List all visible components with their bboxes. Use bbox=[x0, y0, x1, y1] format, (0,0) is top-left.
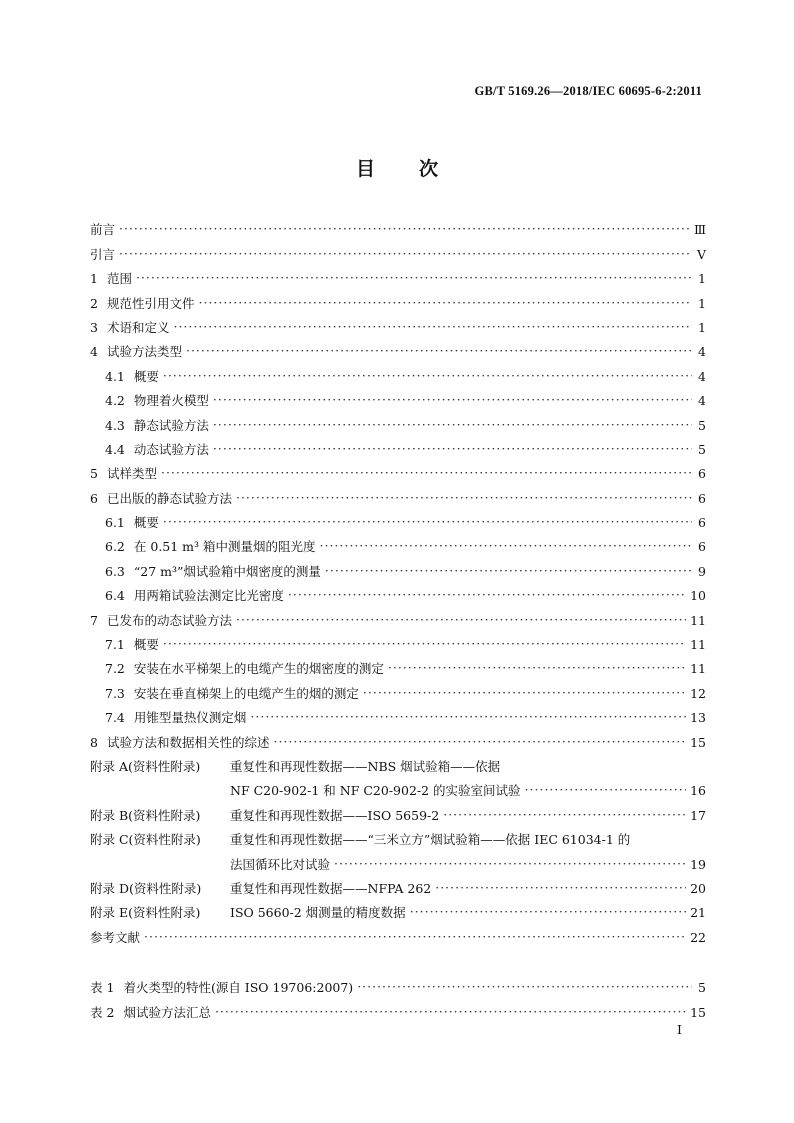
table-entry-number: 表 1 bbox=[90, 980, 115, 996]
title-char-1: 目 bbox=[355, 158, 375, 180]
toc-entry-page: 1 bbox=[698, 295, 706, 311]
toc-entry-title: 用两箱试验法测定比光密度 bbox=[133, 588, 284, 604]
toc-entry-title: 安装在垂直梯架上的电缆产生的烟的测定 bbox=[133, 685, 359, 701]
table-entry-title: 烟试验方法汇总 bbox=[123, 1004, 211, 1020]
toc-entry[interactable] bbox=[90, 409, 706, 433]
toc-entry[interactable] bbox=[90, 263, 706, 287]
toc-entry-appendix-a[interactable] bbox=[90, 751, 706, 775]
dot-leader bbox=[198, 295, 692, 311]
dot-leader bbox=[334, 856, 686, 872]
toc-entry-title: 物理着火模型 bbox=[133, 393, 209, 409]
toc-entry-page: 6 bbox=[698, 466, 706, 482]
toc-entry-number: 7.2 bbox=[105, 661, 125, 677]
dot-leader bbox=[363, 685, 686, 701]
toc-entry-number: 8 bbox=[90, 734, 98, 750]
appendix-a-title-line1: 重复性和再现性数据——NBS 烟试验箱——依据 bbox=[230, 758, 501, 774]
toc-entry-title: 试样类型 bbox=[106, 466, 157, 482]
table-entry-title: 着火类型的特性(源自 ISO 19706:2007) bbox=[123, 980, 354, 996]
dot-leader bbox=[410, 904, 686, 920]
toc-entry-title: 前言 bbox=[90, 222, 116, 238]
toc-entry-page: 4 bbox=[698, 344, 706, 360]
dot-leader bbox=[144, 929, 686, 945]
toc-entry-page: 6 bbox=[698, 490, 706, 506]
standard-number-header: GB/T 5169.26—2018/IEC 60695-6-2:2011 bbox=[474, 84, 702, 98]
toc-entry-title: 已发布的动态试验方法 bbox=[106, 612, 232, 628]
toc-entry-number: 4.2 bbox=[105, 393, 125, 409]
references-page: 22 bbox=[690, 929, 706, 945]
dot-leader bbox=[250, 709, 686, 725]
toc-entry[interactable] bbox=[90, 653, 706, 677]
title-char-2: 次 bbox=[419, 158, 439, 180]
dot-leader bbox=[119, 221, 690, 237]
toc-entry[interactable] bbox=[90, 555, 706, 579]
toc-entry-page: 1 bbox=[698, 319, 706, 335]
toc-entry-page: 6 bbox=[698, 539, 706, 555]
toc-entry-page: 5 bbox=[698, 441, 706, 457]
toc-entry-page: 4 bbox=[698, 393, 706, 409]
appendix-e-title: ISO 5660-2 烟测量的精度数据 bbox=[230, 905, 406, 921]
toc-entry-page: 11 bbox=[690, 661, 706, 677]
toc-entry[interactable] bbox=[90, 702, 706, 726]
table-of-contents bbox=[90, 214, 706, 1021]
dot-leader bbox=[443, 807, 686, 823]
toc-entry-number: 4 bbox=[90, 344, 98, 360]
appendix-b-label: 附录 B(资料性附录) bbox=[90, 807, 201, 823]
toc-entry-title: 引言 bbox=[90, 246, 116, 262]
toc-entry-appendix-c-cont[interactable] bbox=[90, 848, 706, 872]
toc-entry-number: 2 bbox=[90, 295, 98, 311]
toc-entry-title: 范围 bbox=[106, 271, 132, 287]
toc-entry-title: 概要 bbox=[133, 637, 159, 653]
dot-leader bbox=[236, 612, 686, 628]
appendix-b-page: 17 bbox=[690, 807, 706, 823]
appendix-a-label: 附录 A(资料性附录) bbox=[90, 758, 201, 774]
toc-entry[interactable] bbox=[90, 360, 706, 384]
toc-entry[interactable] bbox=[90, 482, 706, 506]
toc-entry-page: 13 bbox=[690, 710, 706, 726]
toc-entry-page: 15 bbox=[690, 734, 706, 750]
table-entry-page: 15 bbox=[690, 1004, 706, 1020]
appendix-e-label: 附录 E(资料性附录) bbox=[90, 905, 201, 921]
toc-entry-number: 6.4 bbox=[105, 588, 125, 604]
dot-leader bbox=[119, 246, 692, 262]
table-entry-number: 表 2 bbox=[90, 1004, 115, 1020]
toc-entry-references[interactable] bbox=[90, 921, 706, 945]
toc-entry-page: 10 bbox=[690, 588, 706, 604]
toc-entry-appendix-b[interactable] bbox=[90, 799, 706, 823]
toc-entry-title: 试验方法类型 bbox=[106, 344, 182, 360]
toc-entry-number: 6 bbox=[90, 490, 98, 506]
toc-entry-number: 7.3 bbox=[105, 685, 125, 701]
appendix-c-page: 19 bbox=[690, 856, 706, 872]
dot-leader bbox=[288, 587, 686, 603]
toc-entry-page: 12 bbox=[690, 685, 706, 701]
dot-leader bbox=[357, 979, 692, 995]
toc-entry-number: 4.4 bbox=[105, 441, 125, 457]
dot-leader bbox=[136, 270, 692, 286]
toc-entry-appendix-d[interactable] bbox=[90, 873, 706, 897]
toc-entry-number: 4.3 bbox=[105, 417, 125, 433]
table-list-entry[interactable] bbox=[90, 996, 706, 1020]
dot-leader bbox=[213, 392, 692, 408]
dot-leader bbox=[320, 538, 692, 554]
toc-entry[interactable] bbox=[90, 604, 706, 628]
appendix-c-title-line1: 重复性和再现性数据——“三米立方”烟试验箱——依据 IEC 61034-1 的 bbox=[230, 832, 631, 848]
toc-entry-title: 概要 bbox=[133, 515, 159, 531]
toc-entry-number: 5 bbox=[90, 466, 98, 482]
appendix-a-page: 16 bbox=[690, 783, 706, 799]
dot-leader bbox=[273, 734, 686, 750]
toc-entry-number: 4.1 bbox=[105, 368, 125, 384]
toc-entry-title: “27 m³”烟试验箱中烟密度的测量 bbox=[133, 563, 321, 579]
toc-entry-appendix-a-cont[interactable] bbox=[90, 775, 706, 799]
toc-entry-number: 6.3 bbox=[105, 563, 125, 579]
references-title: 参考文献 bbox=[90, 929, 141, 945]
dot-leader bbox=[435, 880, 686, 896]
toc-entry[interactable] bbox=[90, 434, 706, 458]
dot-leader bbox=[213, 417, 692, 433]
table-list-entry[interactable] bbox=[90, 972, 706, 996]
toc-entry-page: 9 bbox=[698, 563, 706, 579]
dot-leader bbox=[213, 441, 692, 457]
dot-leader bbox=[161, 465, 692, 481]
appendix-d-label: 附录 D(资料性附录) bbox=[90, 880, 202, 896]
toc-entry-number: 7 bbox=[90, 612, 98, 628]
appendix-a-title-line2: NF C20-902-1 和 NF C20-902-2 的实验室间试验 bbox=[230, 783, 521, 799]
toc-entry[interactable] bbox=[90, 677, 706, 701]
toc-entry-page: 11 bbox=[690, 612, 706, 628]
dot-leader bbox=[163, 368, 692, 384]
dot-leader bbox=[325, 563, 692, 579]
toc-entry-title: 用锥型量热仪测定烟 bbox=[133, 710, 247, 726]
table-entry-page: 5 bbox=[698, 980, 706, 996]
toc-entry[interactable] bbox=[90, 726, 706, 750]
dot-leader bbox=[388, 660, 686, 676]
toc-entry-page: 11 bbox=[690, 637, 706, 653]
dot-leader bbox=[163, 514, 692, 530]
dot-leader bbox=[163, 636, 686, 652]
toc-entry-title: 规范性引用文件 bbox=[106, 295, 195, 311]
toc-entry[interactable] bbox=[90, 214, 706, 238]
appendix-c-label: 附录 C(资料性附录) bbox=[90, 832, 201, 848]
toc-entry-number: 7.4 bbox=[105, 710, 125, 726]
toc-entry[interactable] bbox=[90, 238, 706, 262]
toc-entry-title: 概要 bbox=[133, 368, 159, 384]
appendix-d-title: 重复性和再现性数据——NFPA 262 bbox=[230, 880, 432, 896]
toc-entry-title: 在 0.51 m³ 箱中测量烟的阻光度 bbox=[133, 539, 316, 555]
toc-entry[interactable] bbox=[90, 580, 706, 604]
toc-entry[interactable] bbox=[90, 385, 706, 409]
toc-entry[interactable] bbox=[90, 531, 706, 555]
toc-entry[interactable] bbox=[90, 507, 706, 531]
toc-entry-appendix-c[interactable] bbox=[90, 824, 706, 848]
toc-entry-title: 动态试验方法 bbox=[133, 441, 209, 457]
dot-leader bbox=[186, 343, 692, 359]
appendix-c-title-line2: 法国循环比对试验 bbox=[230, 856, 331, 872]
dot-leader bbox=[173, 319, 692, 335]
appendix-d-page: 20 bbox=[690, 880, 706, 896]
toc-entry[interactable] bbox=[90, 287, 706, 311]
toc-entry-appendix-e[interactable] bbox=[90, 897, 706, 921]
toc-entry-number: 6.2 bbox=[105, 539, 125, 555]
toc-entry-number: 1 bbox=[90, 271, 98, 287]
toc-entry-number: 3 bbox=[90, 319, 98, 335]
toc-entry-title: 术语和定义 bbox=[106, 319, 170, 335]
toc-entry-number: 6.1 bbox=[105, 515, 125, 531]
toc-entry-number: 7.1 bbox=[105, 637, 125, 653]
toc-entry[interactable] bbox=[90, 312, 706, 336]
dot-leader bbox=[215, 1004, 686, 1020]
toc-entry[interactable] bbox=[90, 629, 706, 653]
toc-entry-title: 安装在水平梯架上的电缆产生的烟密度的测定 bbox=[133, 661, 384, 677]
page-folio: I bbox=[677, 1022, 682, 1037]
dot-leader bbox=[525, 782, 687, 798]
toc-entry-title: 已出版的静态试验方法 bbox=[106, 490, 232, 506]
toc-entry-page: 5 bbox=[698, 417, 706, 433]
toc-entry-page: 4 bbox=[698, 368, 706, 384]
toc-entry-title: 静态试验方法 bbox=[133, 417, 209, 433]
appendix-b-title: 重复性和再现性数据——ISO 5659-2 bbox=[230, 807, 440, 823]
appendix-e-page: 21 bbox=[690, 905, 706, 921]
toc-entry-page: Ⅲ bbox=[693, 222, 706, 238]
toc-entry-page: Ⅴ bbox=[696, 246, 706, 262]
dot-leader bbox=[236, 490, 692, 506]
toc-entry[interactable] bbox=[90, 458, 706, 482]
toc-entry-page: 6 bbox=[698, 515, 706, 531]
page-title bbox=[0, 154, 794, 181]
toc-entry-title: 试验方法和数据相关性的综述 bbox=[106, 734, 270, 750]
toc-entry-page: 1 bbox=[698, 271, 706, 287]
toc-entry[interactable] bbox=[90, 336, 706, 360]
